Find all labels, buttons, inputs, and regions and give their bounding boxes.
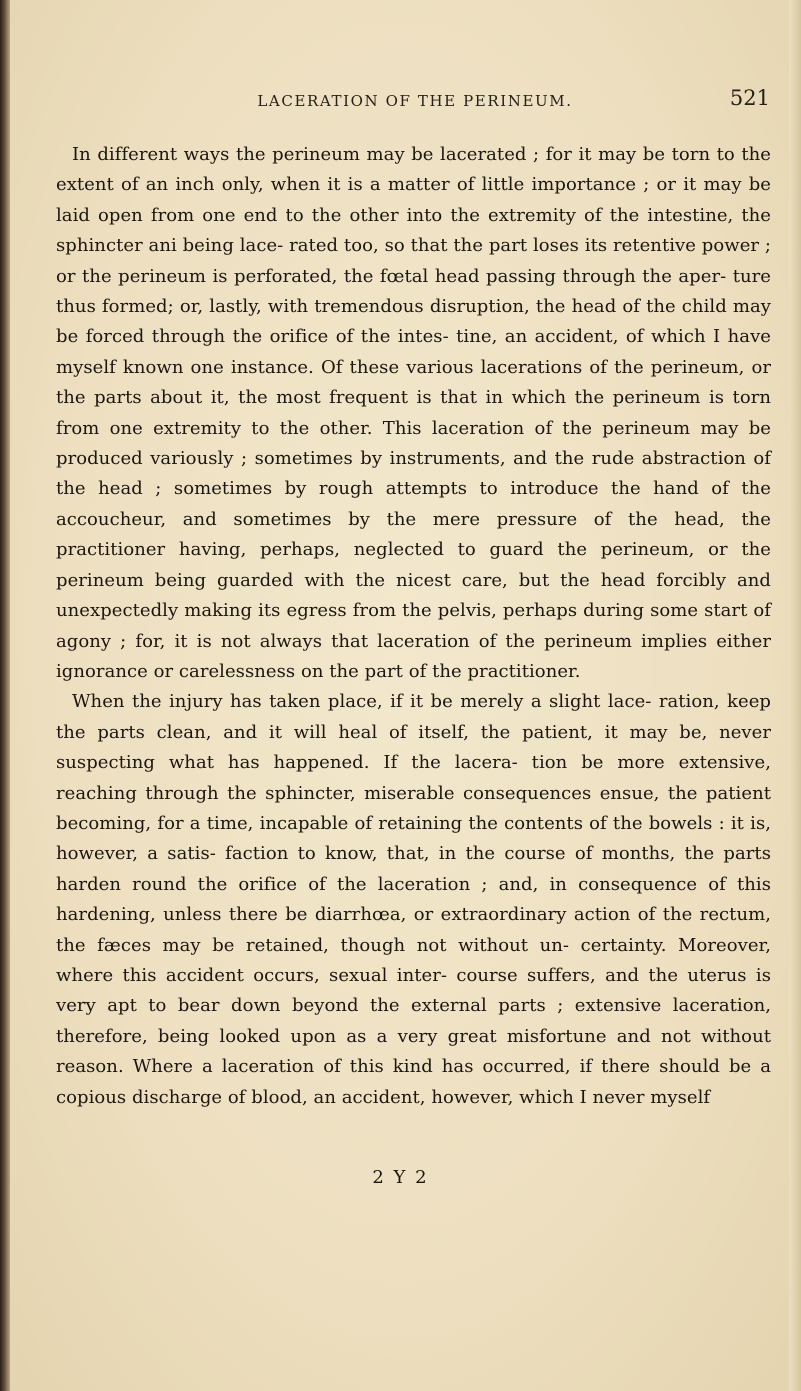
signature-mark: 2 Y 2 [372, 1167, 429, 1188]
page-number: 521 [729, 86, 770, 110]
paragraph-1: In different ways the perineum may be lacerated ; for it may be torn to the extent of an inch only, when it is a matter of little importance ; or it may be laid open from one end to the other into the extremity of the intestine, the sphincter ani being lace- rated too, so that the part loses its retentive power ; or the perineum is perforated, the fœtal head passing through the aper- ture thus formed; or, lastly, with tremendous disruption, the head of the child may be forced through the orifice of the intes- tine, an accident, of which I have myself known one instance. Of these various lacerations of the perineum, or the parts about it, the most frequent is that in which the perineum is torn from one extremity to the other. This laceration of the perineum may be produced variously ; sometimes by instruments, and the rude abstraction of the head ; sometimes by rough attempts to introduce the hand of the accoucheur, and sometimes by the mere pressure of the head, the practitioner having, perhaps, neglected to guard the perineum, or the perineum being guarded with the nicest care, but the head forcibly and unexpectedly making its egress from the pelvis, perhaps during some start of agony ; for, it is not always that laceration of the perineum implies either ignorance or carelessness on the part of the practitioner. [56, 144, 771, 682]
paragraph-2: When the injury has taken place, if it be merely a slight lace- ration, keep the parts clean, and it will heal of itself, the patient, it may be, never suspecting what has happened. If the lacera- tion be more extensive, reaching through the sphincter, miserable consequences ensue, the patient becoming, for a time, incapable of retaining the contents of the bowels : it is, however, a satis- faction to know, that, in the course of months, the parts harden round the orifice of the laceration ; and, in consequence of this hardening, unless there be diarrhœa, or extraordinary action of the rectum, the fæces may be retained, though not without un- certainty. Moreover, where this accident occurs, sexual inter- course suffers, and the uterus is very apt to bear down beyond the external parts ; extensive laceration, therefore, being looked upon as a very great misfortune and not without reason. Where a laceration of this kind has occurred, if there should be a copious discharge of blood, an accident, however, which I never myself [56, 691, 771, 1108]
running-head: LACERATION OF THE PERINEUM. [257, 92, 573, 110]
body-text [56, 140, 771, 1113]
page-header [60, 86, 770, 116]
